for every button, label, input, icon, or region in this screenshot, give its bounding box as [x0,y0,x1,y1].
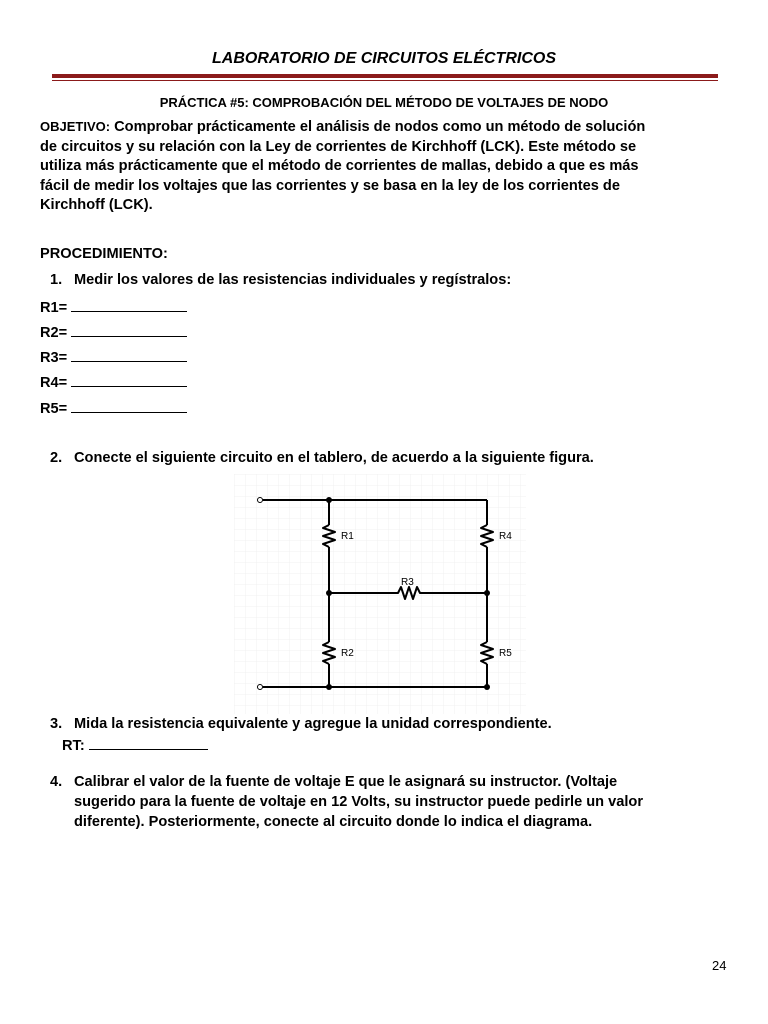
rt-label: RT: [62,738,85,754]
r3-blank[interactable] [71,347,187,362]
label-r3: R3 [401,577,414,588]
node-mid-left [326,590,332,596]
label-r2: R2 [341,648,354,659]
label-r5: R5 [499,648,512,659]
step-1-number: 1. [50,272,63,288]
terminal-top [258,498,263,503]
label-r1: R1 [341,531,354,542]
step-2 [50,448,594,468]
step-4-line-2: sugerido para la fuente de voltaje en 12 Volts, su instructor puede pedirle un valor [74,794,644,810]
label-r4: R4 [499,531,512,542]
step-4 [50,772,730,832]
header-rule-thick [52,74,718,78]
step-1 [50,270,511,290]
objective-line-5: Kirchhoff (LCK). [40,197,153,214]
step-3-number: 3. [50,716,63,732]
rt-blank[interactable] [89,735,208,750]
resistor-line-r5 [40,398,187,417]
rt-line [62,735,208,756]
r4-blank[interactable] [71,372,187,387]
terminal-bottom [258,685,263,690]
node-bottom-left [326,684,332,690]
objective-line-2: de circuitos y su relación con la Ley de corrientes de Kirchhoff (LCK). Este método se [40,138,637,155]
procedure-heading: PROCEDIMIENTO: [40,246,168,262]
r2-blank[interactable] [71,322,187,337]
objective-line-3: utiliza más prácticamente que el método de corrientes de mallas, debido a que es más [40,158,639,175]
objective-paragraph [40,117,728,216]
r5-blank[interactable] [71,398,187,413]
step-4-number: 4. [50,774,63,790]
step-3 [50,714,552,734]
objective-line-4: fácil de medir los voltajes que las corrientes y se basa en la ley de los corrientes de [40,177,620,194]
resistor-line-r2 [40,322,187,341]
r1-label: R1= [40,300,68,316]
node-top-left [326,497,332,503]
step-2-text: Conecte el siguiente circuito en el tablero, de acuerdo a la siguiente figura. [74,450,594,466]
page-number: 24 [712,958,727,973]
resistor-line-r1 [40,297,187,316]
step-3-text: Mida la resistencia equivalente y agregue la unidad correspondiente. [74,716,552,732]
page-header-title: LABORATORIO DE CIRCUITOS ELÉCTRICOS [211,50,556,67]
r4-label: R4= [40,375,68,391]
header-rule-thin [52,80,718,81]
objective-label: OBJETIVO: [40,119,111,134]
practice-title: PRÁCTICA #5: COMPROBACIÓN DEL MÉTODO DE VOLTAJES DE NODO [159,95,609,110]
r1-blank[interactable] [71,297,187,312]
node-mid-right [484,590,490,596]
step-4-line-3: diferente). Posteriormente, conecte al circuito donde lo indica el diagrama. [74,814,593,830]
circuit-diagram [234,474,526,714]
objective-line-1: Comprobar prácticamente el análisis de nodos como un método de solución [114,119,646,135]
resistor-line-r3 [40,347,187,366]
step-1-text: Medir los valores de las resistencias individuales y regístralos: [74,272,512,288]
r2-label: R2= [40,325,68,341]
step-2-number: 2. [50,450,63,466]
resistor-line-r4 [40,372,187,391]
node-bottom-right [484,684,490,690]
r3-label: R3= [40,350,68,366]
r5-label: R5= [40,401,68,417]
step-4-line-1: Calibrar el valor de la fuente de voltaje E que le asignará su instructor. (Voltaje [74,774,618,790]
